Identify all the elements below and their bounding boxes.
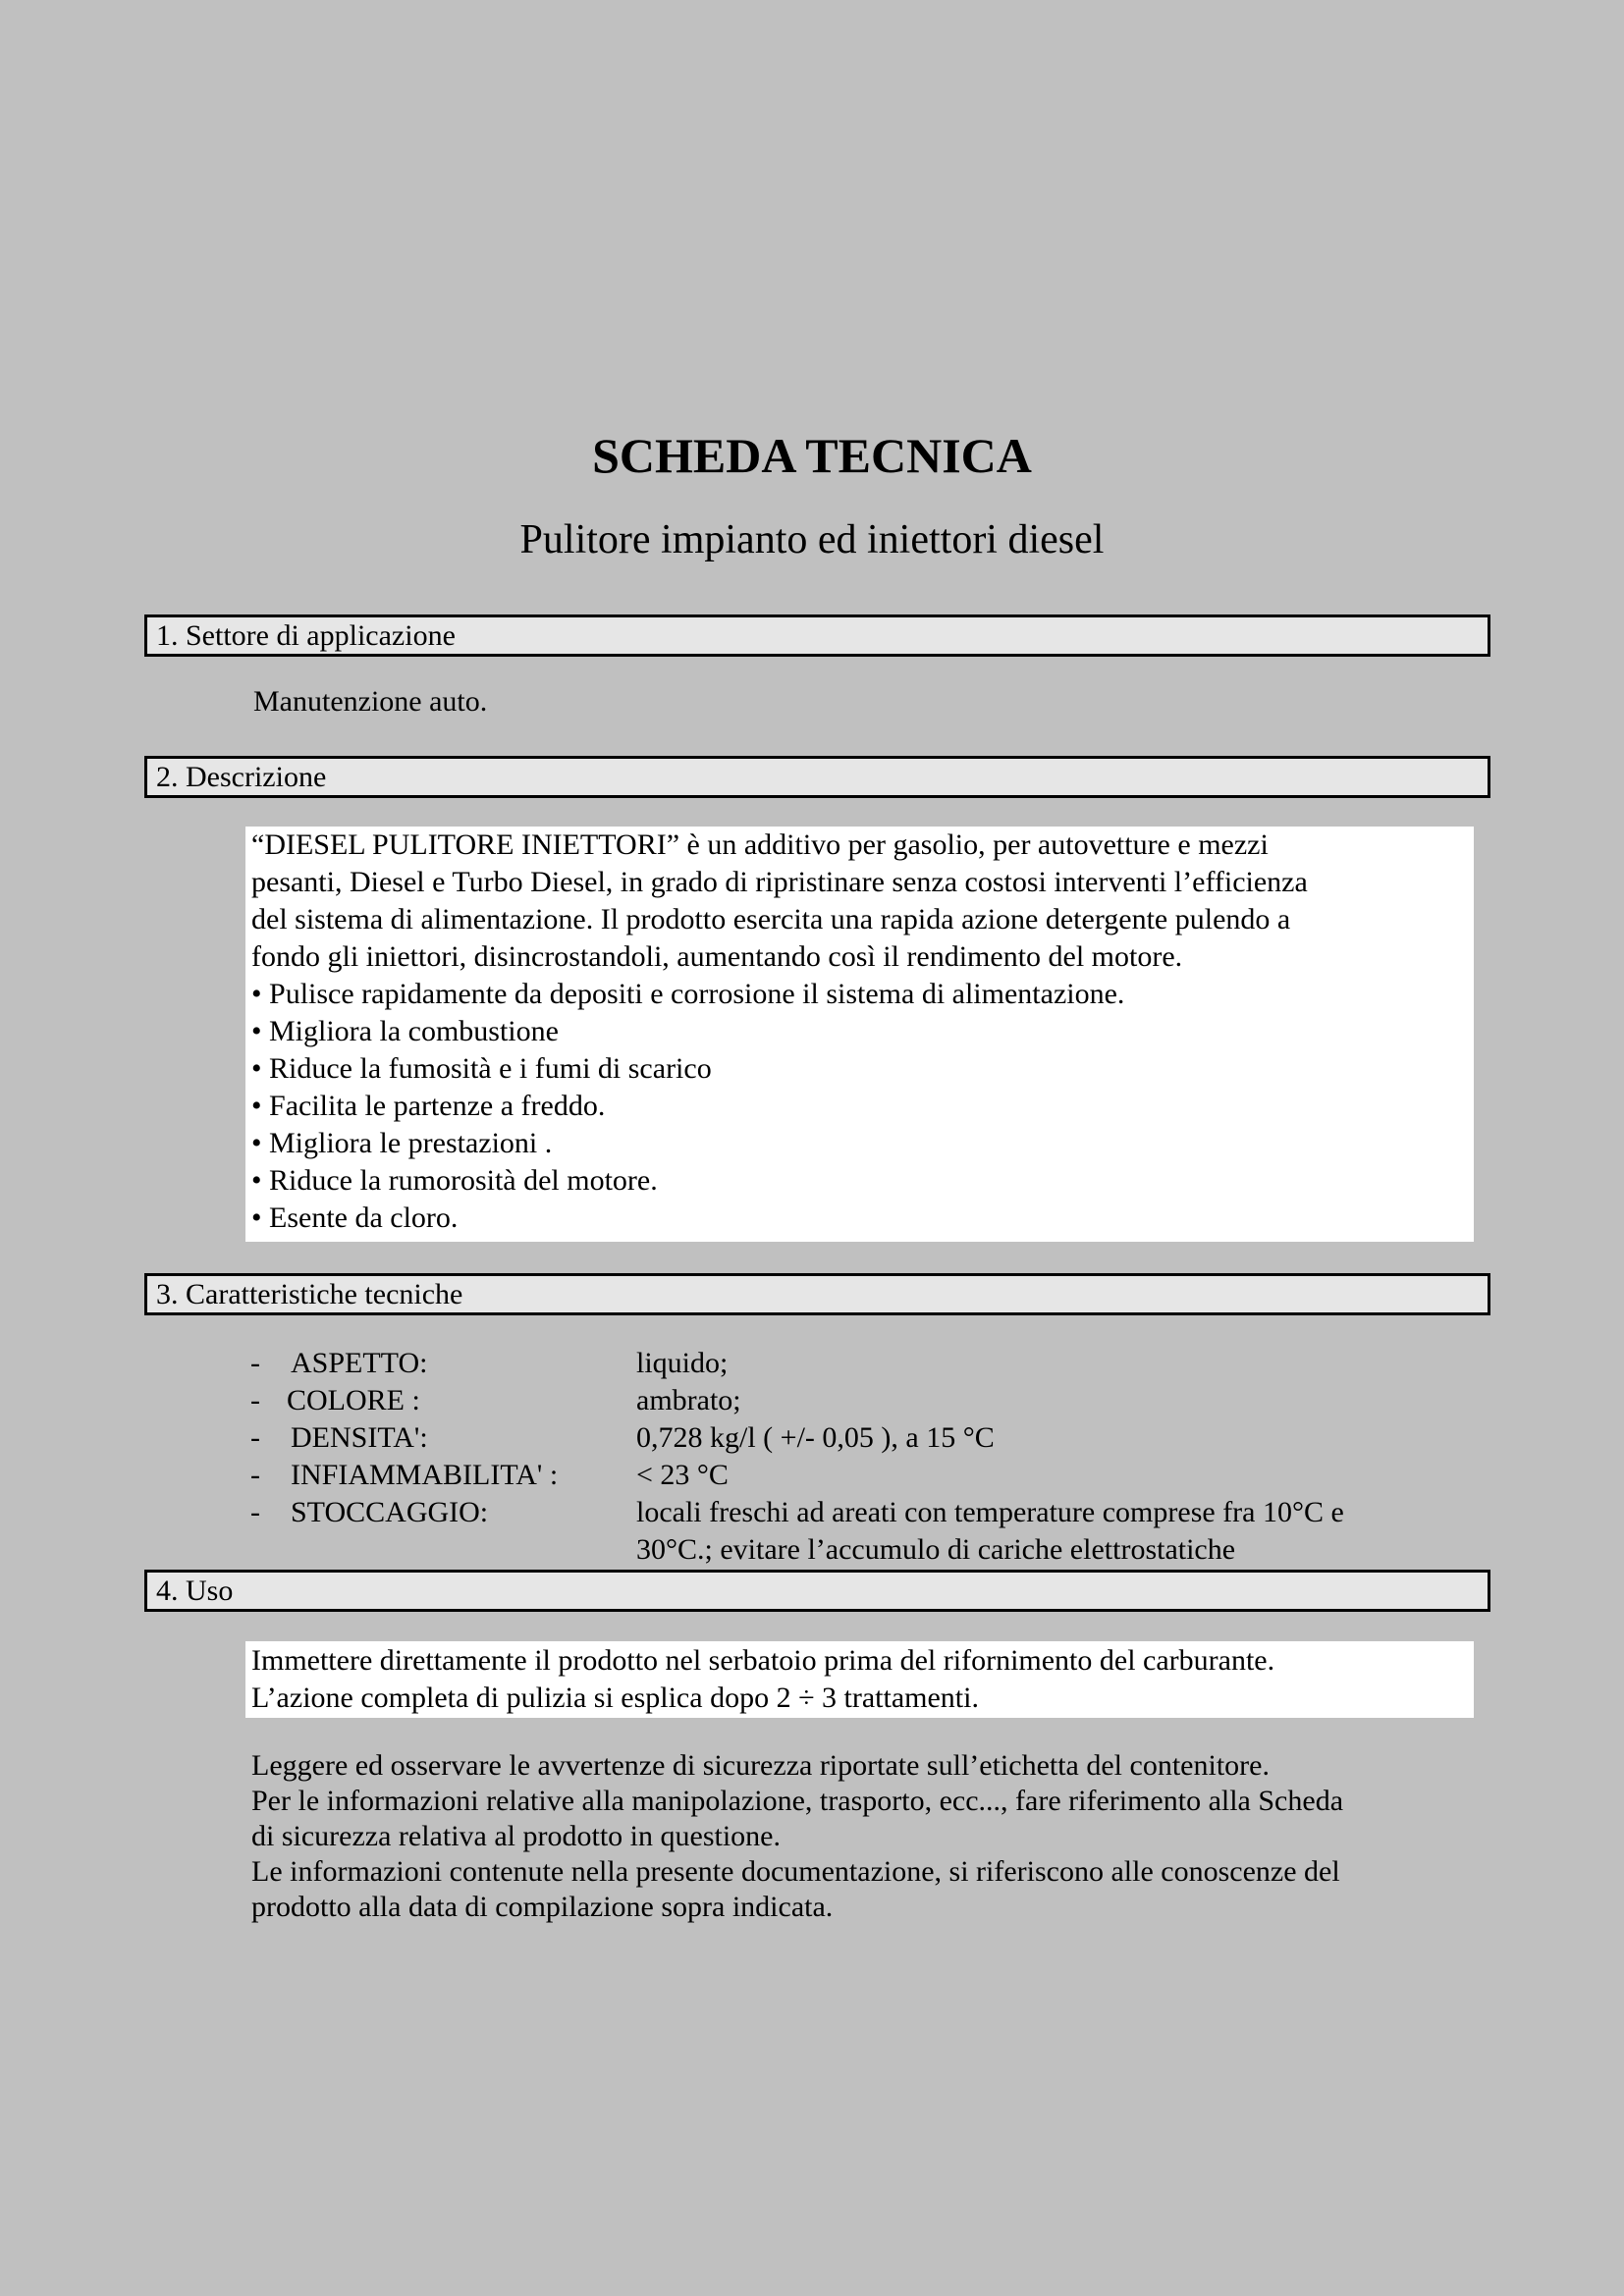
spec-label: STOCCAGGIO: — [291, 1496, 489, 1528]
spec-value: 30°C.; evitare l’accumulo di cariche elettrostatiche — [636, 1533, 1236, 1566]
safety-note-line: di sicurezza relativa al prodotto in questione. — [251, 1820, 781, 1852]
benefit-bullet: • Facilita le partenze a freddo. — [251, 1090, 606, 1122]
use-instruction-line: L’azione completa di pulizia si esplica dopo 2 ÷ 3 trattamenti. — [251, 1682, 979, 1714]
description-line: pesanti, Diesel e Turbo Diesel, in grado di ripristinare senza costosi interventi l’efficienza — [251, 866, 1308, 898]
safety-note-line: prodotto alla data di compilazione sopra indicata. — [251, 1891, 834, 1923]
dash-marker: - — [250, 1384, 260, 1416]
spec-label: ASPETTO: — [291, 1347, 428, 1379]
benefit-bullet: • Migliora le prestazioni . — [251, 1127, 553, 1159]
section-header-use: 4. Uso — [144, 1570, 1490, 1612]
section-header-application: 1. Settore di applicazione — [144, 614, 1490, 657]
spec-value: locali freschi ad areati con temperature comprese fra 10°C e — [636, 1496, 1344, 1528]
spec-value: liquido; — [636, 1347, 729, 1379]
spec-value: < 23 °C — [636, 1459, 729, 1491]
description-line: “DIESEL PULITORE INIETTORI” è un additivo per gasolio, per autovetture e mezzi — [251, 828, 1269, 861]
safety-note-line: Per le informazioni relative alla manipolazione, trasporto, ecc..., fare riferimento alla Scheda — [251, 1785, 1344, 1817]
benefit-bullet: • Riduce la fumosità e i fumi di scarico — [251, 1052, 712, 1085]
dash-marker: - — [250, 1496, 260, 1528]
safety-note-line: Leggere ed osservare le avvertenze di sicurezza riportate sull’etichetta del contenitore. — [251, 1749, 1270, 1782]
spec-label: DENSITA': — [291, 1421, 428, 1454]
document-subtitle: Pulitore impianto ed iniettori diesel — [519, 517, 1105, 562]
description-line: fondo gli iniettori, disincrostandoli, aumentando così il rendimento del motore. — [251, 940, 1183, 973]
benefit-bullet: • Esente da cloro. — [251, 1201, 459, 1234]
spec-label: INFIAMMABILITA' : — [291, 1459, 559, 1491]
description-line: del sistema di alimentazione. Il prodotto esercita una rapida azione detergente pulendo a — [251, 903, 1291, 935]
safety-notes — [251, 1748, 1343, 1925]
spec-value: 0,728 kg/l ( +/- 0,05 ), a 15 °C — [636, 1421, 995, 1454]
document-title: SCHEDA TECNICA — [592, 428, 1032, 483]
section-header-technical: 3. Caratteristiche tecniche — [144, 1273, 1490, 1315]
use-instructions-box — [245, 1641, 1474, 1718]
dash-marker: - — [250, 1347, 260, 1379]
application-text: Manutenzione auto. — [253, 685, 488, 718]
section-header-description: 2. Descrizione — [144, 756, 1490, 798]
dash-marker: - — [250, 1459, 260, 1491]
safety-note-line: Le informazioni contenute nella presente documentazione, si riferiscono alle conoscenze del — [251, 1855, 1340, 1888]
benefit-bullet: • Riduce la rumorosità del motore. — [251, 1164, 658, 1197]
benefit-bullet: • Migliora la combustione — [251, 1015, 559, 1047]
dash-marker: - — [250, 1421, 260, 1454]
use-instruction-line: Immettere direttamente il prodotto nel serbatoio prima del rifornimento del carburante. — [251, 1644, 1275, 1677]
spec-label: COLORE : — [287, 1384, 420, 1416]
description-box — [245, 827, 1474, 1242]
benefit-bullet: • Pulisce rapidamente da depositi e corrosione il sistema di alimentazione. — [251, 978, 1125, 1010]
spec-value: ambrato; — [636, 1384, 741, 1416]
